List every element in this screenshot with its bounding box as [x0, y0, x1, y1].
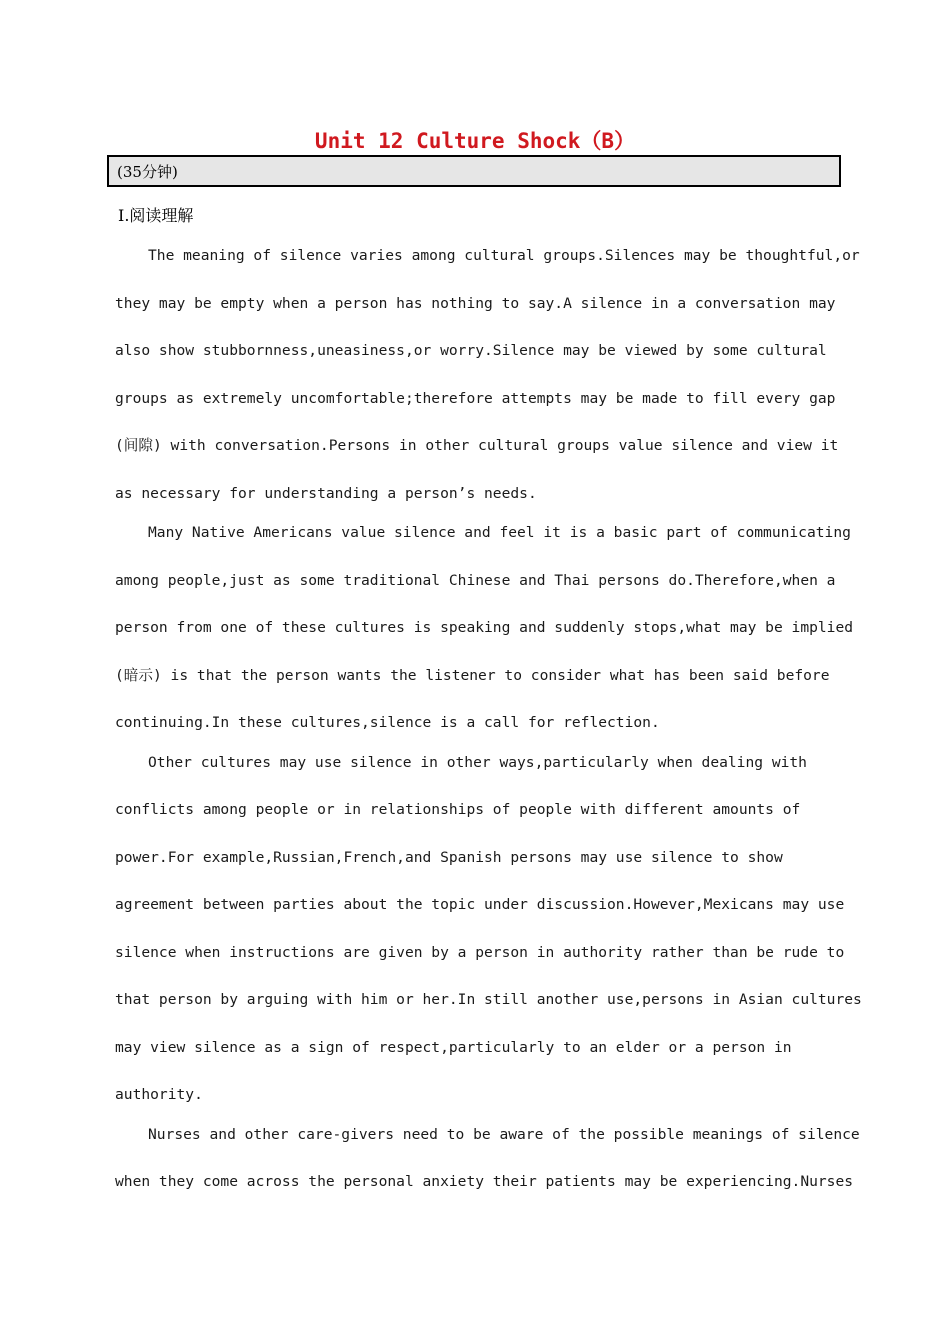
- passage-line: Other cultures may use silence in other ways,particularly when dealing with: [148, 753, 807, 771]
- passage-line: continuing.In these cultures,silence is a call for reflection.: [115, 714, 660, 731]
- passage-line: conflicts among people or in relationships of people with different amounts of: [115, 801, 801, 818]
- passage-line: The meaning of silence varies among cultural groups.Silences may be thoughtful,or: [148, 247, 860, 264]
- passage-line: (暗示) is that the person wants the listener to consider what has been said before: [115, 666, 830, 684]
- passage-line: Many Native Americans value silence and feel it is a basic part of communicating: [148, 524, 851, 541]
- passage-line: groups as extremely uncomfortable;therefore attempts may be made to fill every gap: [115, 389, 836, 407]
- reading-passage: [115, 240, 862, 1206]
- passage-paragraph-3: [115, 747, 862, 1127]
- passage-line: (间隙) with conversation.Persons in other cultural groups value silence and view it: [115, 437, 839, 454]
- passage-line: person from one of these cultures is speaking and suddenly stops,what may be implied: [115, 619, 854, 636]
- passage-paragraph-1: [115, 240, 860, 525]
- passage-line: as necessary for understanding a person’s needs.: [115, 484, 537, 502]
- passage-line: power.For example,Russian,French,and Spanish persons may use silence to show: [115, 848, 783, 866]
- passage-paragraph-2: [115, 517, 855, 755]
- time-limit-label: (35分钟): [117, 163, 178, 181]
- section-heading-reading: Ⅰ.阅读理解: [118, 206, 194, 225]
- passage-line: Nurses and other care-givers need to be aware of the possible meanings of silence: [148, 1125, 860, 1143]
- time-limit-box: [107, 155, 841, 187]
- passage-line: when they come across the personal anxiety their patients may be experiencing.Nurses: [115, 1173, 854, 1190]
- passage-line: may view silence as a sign of respect,particularly to an elder or a person in: [115, 1038, 792, 1056]
- passage-paragraph-4: [115, 1119, 860, 1214]
- passage-line: authority.: [115, 1086, 203, 1103]
- passage-line: that person by arguing with him or her.In still another use,persons in Asian cultures: [115, 991, 862, 1008]
- passage-line: agreement between parties about the topic under discussion.However,Mexicans may use: [115, 896, 845, 913]
- passage-line: among people,just as some traditional Chinese and Thai persons do.Therefore,when a: [115, 571, 836, 589]
- passage-line: they may be empty when a person has nothing to say.A silence in a conversation may: [115, 294, 836, 312]
- passage-line: also show stubbornness,uneasiness,or worry.Silence may be viewed by some cultural: [115, 342, 827, 359]
- passage-line: silence when instructions are given by a person in authority rather than be rude to: [115, 943, 845, 961]
- page-title: Unit 12 Culture Shock（B）: [314, 129, 636, 153]
